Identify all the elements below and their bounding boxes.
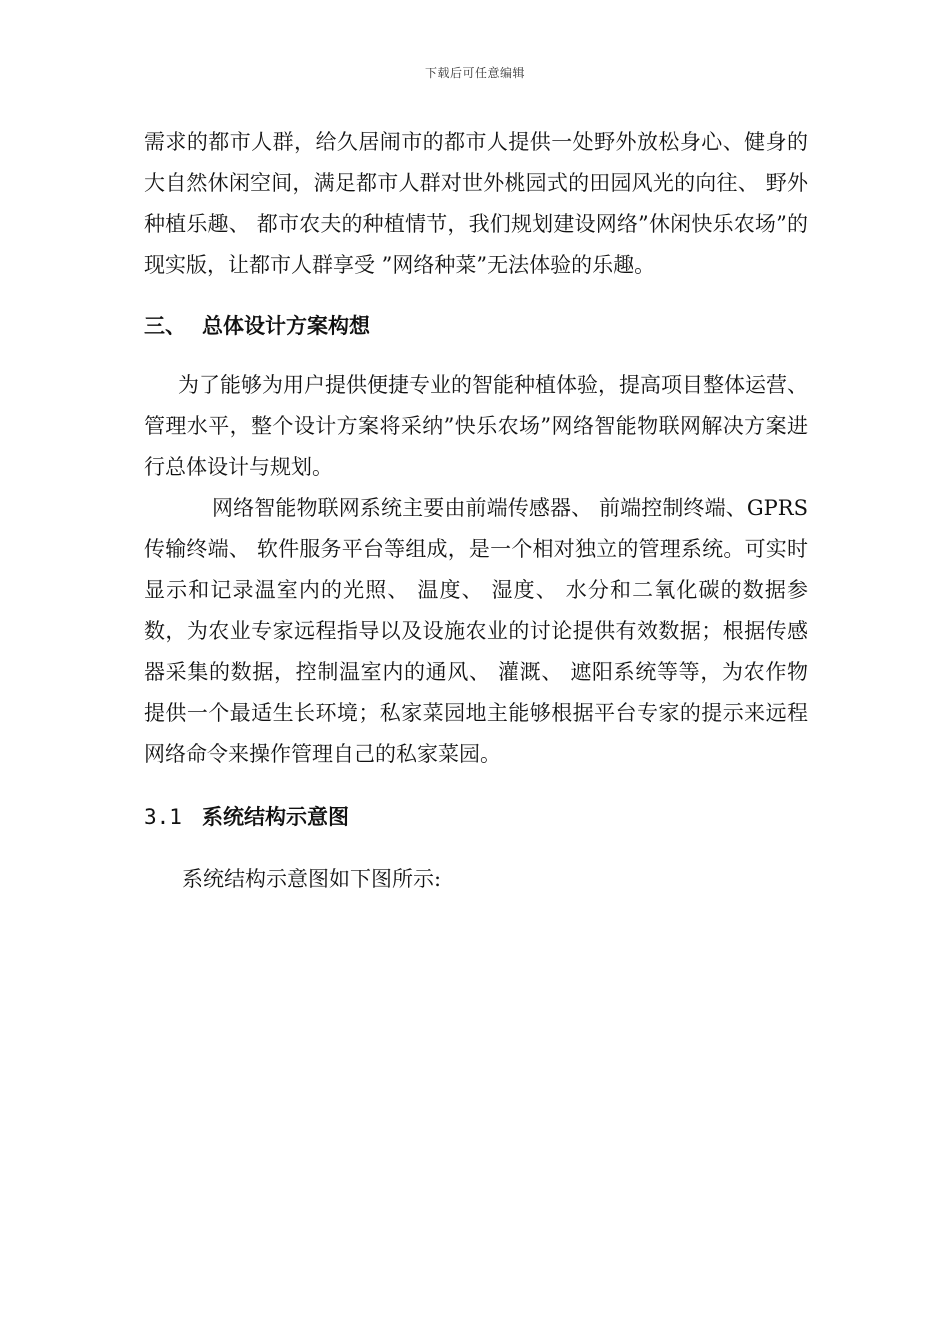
paragraph-diagram-intro: 系统结构示意图如下图所示: xyxy=(182,867,442,891)
section-heading-3 xyxy=(144,305,808,346)
paragraph-intro: 需求的都市人群，给久居闹市的都市人提供一处野外放松身心、健身的大自然休闲空间，满足都市人群对世外桃园式的田园风光的向往、 野外种植乐趣、 都市农夫的种植情节，我们规划建设网络”休闲快乐农场”的现实版，让都市人群享受 ”网络种菜”无法体验的乐趣。 xyxy=(144,130,808,277)
section-heading-3-1 xyxy=(144,796,808,838)
subsection-title: 系统结构示意图 xyxy=(202,804,349,829)
section-number: 三、 xyxy=(144,313,186,338)
page-header: 下载后可任意编辑 xyxy=(424,66,525,80)
section-title: 总体设计方案构想 xyxy=(202,313,370,338)
subsection-number: 3.1 xyxy=(144,805,182,829)
document-body xyxy=(144,122,808,900)
paragraph-system-description: 网络智能物联网系统主要由前端传感器、 前端控制终端、GPRS 传输终端、 软件服务平台等组成，是一个相对独立的管理系统。可实时显示和记录温室内的光照、 温度、 湿度、 水分和二氧化碳的数据参数，为农业专家远程指导以及设施农业的讨论提供有效数据；根据传感器采集的数据，控制温室内的通风、 灌溉、 遮阳系统等等，为农作物提供一个最适生长环境；私家菜园地主能够根据平台专家的提示来远程网络命令来操作管理自己的私家菜园。 xyxy=(144,496,808,766)
paragraph-design-overview: 为了能够为用户提供便捷专业的智能种植体验，提高项目整体运营、 管理水平，整个设计方案将采纳”快乐农场”网络智能物联网解决方案进行总体设计与规划。 xyxy=(144,373,808,479)
